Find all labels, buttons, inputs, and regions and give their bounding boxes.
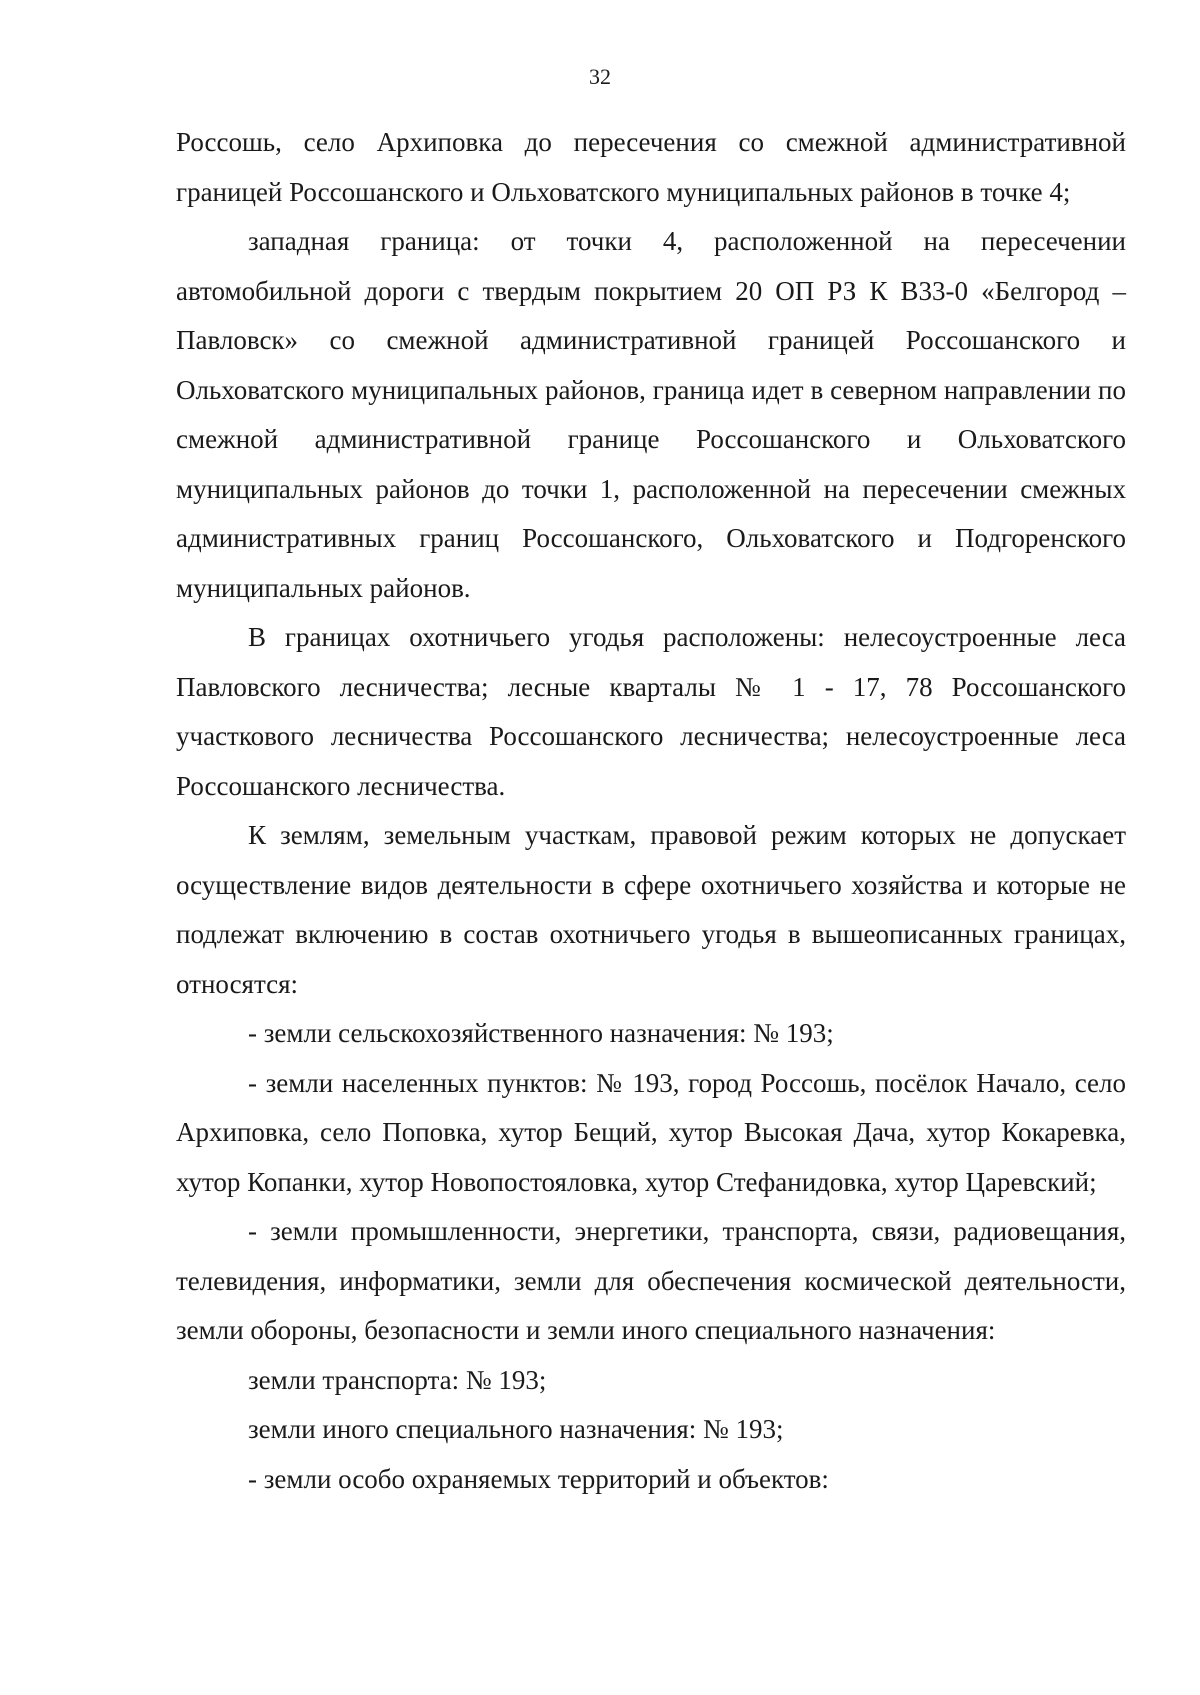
list-item-agricultural-lands: - земли сельскохозяйственного назначения: № 193; [248,1018,834,1048]
list-item-industrial-lands: - земли промышленности, энергетики, транспорта, связи, радиовещания, телевидения, информатики, земли для обеспечения космической деятельности, земли обороны, безопасности и земли иного специального назначения: [176,1216,1126,1345]
list-item-settlement-lands: - земли населенных пунктов: № 193, город Россошь, посёлок Начало, село Архиповка, село Поповка, хутор Бещий, хутор Высокая Дача, хутор Кокаревка, хутор Копанки, хутор Новопостояловка, хутор Стефанидовка, хутор Царевский; [176,1067,1126,1197]
list-item-transport-lands: земли транспорта: № 193; [248,1364,547,1395]
list-item-special-purpose-lands: земли иного специального назначения: № 193; [248,1414,784,1444]
paragraph-forests: В границах охотничьего угодья расположены: нелесоустроенные леса Павловского лесничества; лесные кварталы № 1 - 17, 78 Россошанского участкового лесничества Россошанского лесничества; нелесоустроенные леса Россошанского лесничества. [176,622,1126,801]
paragraph-excluded-lands: К землям, земельным участкам, правовой режим которых не допускает осуществление видов деятельности в сфере охотничьего хозяйства и которые не подлежат включению в состав охотничьего угодья в вышеописанных границах, относятся: [176,820,1126,999]
paragraph-continuation: Россошь, село Архиповка до пересечения со смежной административной границей Россошанского и Ольховатского муниципальных районов в точке 4; [176,127,1126,207]
paragraph-western-border: западная граница: от точки 4, расположенной на пересечении автомобильной дороги с твердым покрытием 20 ОП РЗ К В33-0 «Белгород – Павловск» со смежной административной границей Россошанского и Ольховатского муниципальных районов, граница идет в северном направлении по смежной административной границе Россошанского и Ольховатского муниципальных районов до точки 1, расположенной на пересечении смежных административных границ Россошанского, Ольховатского и Подгоренского муниципальных районов. [176,226,1126,603]
document-body [176,118,1126,1504]
page-number: 32 [589,64,611,89]
list-item-protected-territories: - земли особо охраняемых территорий и объектов: [248,1463,829,1494]
